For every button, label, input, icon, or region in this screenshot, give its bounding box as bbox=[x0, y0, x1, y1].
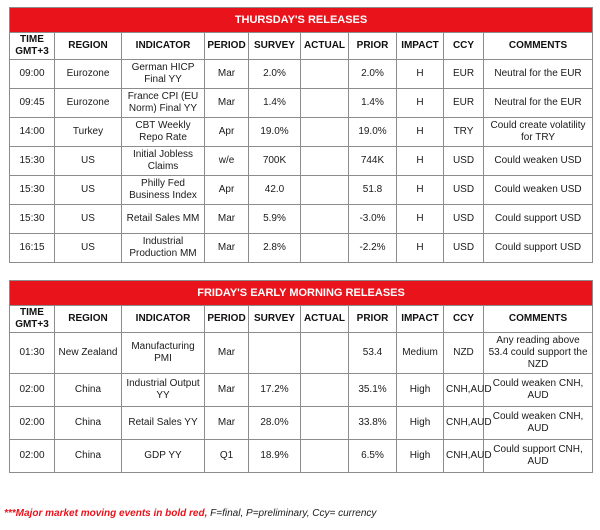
table-row bbox=[10, 333, 593, 374]
footnote-legend: F=final, P=preliminary, Ccy= currency bbox=[207, 508, 377, 519]
friday-releases-table bbox=[9, 280, 593, 473]
cell-indicator: Philly Fed Business Index bbox=[122, 176, 205, 205]
table-row bbox=[10, 60, 593, 89]
cell-comments: Any reading above 53.4 could support the NZD bbox=[484, 333, 593, 374]
cell-time: 02:00 bbox=[10, 407, 55, 440]
col-header-prior: PRIOR bbox=[349, 306, 397, 333]
cell-actual bbox=[301, 89, 349, 118]
cell-survey: 19.0% bbox=[249, 118, 301, 147]
cell-survey: 1.4% bbox=[249, 89, 301, 118]
cell-period: Q1 bbox=[205, 440, 249, 473]
cell-indicator: Industrial Production MM bbox=[122, 234, 205, 263]
col-header-indicator: INDICATOR bbox=[122, 33, 205, 60]
cell-region: US bbox=[55, 147, 122, 176]
cell-comments: Could weaken USD bbox=[484, 147, 593, 176]
col-header-actual: ACTUAL bbox=[301, 306, 349, 333]
cell-prior: 2.0% bbox=[349, 60, 397, 89]
table-row bbox=[10, 234, 593, 263]
cell-period: Mar bbox=[205, 89, 249, 118]
cell-region: Eurozone bbox=[55, 60, 122, 89]
cell-survey: 700K bbox=[249, 147, 301, 176]
col-header-prior: PRIOR bbox=[349, 33, 397, 60]
cell-time: 15:30 bbox=[10, 205, 55, 234]
col-header-region: REGION bbox=[55, 306, 122, 333]
cell-indicator: Retail Sales MM bbox=[122, 205, 205, 234]
cell-actual bbox=[301, 118, 349, 147]
cell-indicator: GDP YY bbox=[122, 440, 205, 473]
cell-actual bbox=[301, 205, 349, 234]
cell-period: Apr bbox=[205, 118, 249, 147]
cell-actual bbox=[301, 234, 349, 263]
cell-ccy: USD bbox=[444, 205, 484, 234]
cell-impact: Medium bbox=[397, 333, 444, 374]
col-header-indicator: INDICATOR bbox=[122, 306, 205, 333]
cell-survey: 42.0 bbox=[249, 176, 301, 205]
cell-comments: Could support USD bbox=[484, 234, 593, 263]
cell-impact: H bbox=[397, 89, 444, 118]
cell-actual bbox=[301, 60, 349, 89]
cell-region: Turkey bbox=[55, 118, 122, 147]
table-row bbox=[10, 147, 593, 176]
cell-ccy: USD bbox=[444, 234, 484, 263]
col-header-region: REGION bbox=[55, 33, 122, 60]
cell-ccy: CNH,AUD bbox=[444, 440, 484, 473]
cell-ccy: TRY bbox=[444, 118, 484, 147]
cell-indicator: Initial Jobless Claims bbox=[122, 147, 205, 176]
cell-period: Mar bbox=[205, 374, 249, 407]
cell-ccy: CNH,AUD bbox=[444, 407, 484, 440]
footnote-highlight: ***Major market moving events in bold red, bbox=[4, 508, 208, 519]
cell-prior: 33.8% bbox=[349, 407, 397, 440]
col-header-comments: COMMENTS bbox=[484, 306, 593, 333]
cell-ccy: CNH,AUD bbox=[444, 374, 484, 407]
cell-period: Mar bbox=[205, 234, 249, 263]
table-row bbox=[10, 205, 593, 234]
cell-period: Mar bbox=[205, 60, 249, 89]
cell-time: 09:00 bbox=[10, 60, 55, 89]
col-header-impact: IMPACT bbox=[397, 33, 444, 60]
cell-survey bbox=[249, 333, 301, 374]
cell-actual bbox=[301, 407, 349, 440]
table-row bbox=[10, 440, 593, 473]
cell-prior: 35.1% bbox=[349, 374, 397, 407]
col-header-survey: SURVEY bbox=[249, 33, 301, 60]
cell-indicator: German HICP Final YY bbox=[122, 60, 205, 89]
cell-ccy: USD bbox=[444, 147, 484, 176]
cell-prior: 19.0% bbox=[349, 118, 397, 147]
cell-actual bbox=[301, 176, 349, 205]
friday-header-row bbox=[10, 306, 593, 333]
col-header-survey: SURVEY bbox=[249, 306, 301, 333]
cell-comments: Could create volatility for TRY bbox=[484, 118, 593, 147]
cell-period: Mar bbox=[205, 333, 249, 374]
cell-time: 14:00 bbox=[10, 118, 55, 147]
cell-impact: H bbox=[397, 118, 444, 147]
cell-impact: H bbox=[397, 60, 444, 89]
thursday-title: THURSDAY'S RELEASES bbox=[10, 8, 593, 33]
cell-impact: High bbox=[397, 440, 444, 473]
cell-comments: Could support CNH, AUD bbox=[484, 440, 593, 473]
cell-time: 01:30 bbox=[10, 333, 55, 374]
footnote bbox=[4, 508, 376, 519]
cell-region: US bbox=[55, 176, 122, 205]
cell-impact: H bbox=[397, 147, 444, 176]
cell-prior: 1.4% bbox=[349, 89, 397, 118]
table-row bbox=[10, 176, 593, 205]
cell-region: US bbox=[55, 205, 122, 234]
col-header-comments: COMMENTS bbox=[484, 33, 593, 60]
table-row bbox=[10, 374, 593, 407]
col-header-period: PERIOD bbox=[205, 306, 249, 333]
cell-comments: Could weaken USD bbox=[484, 176, 593, 205]
cell-prior: 51.8 bbox=[349, 176, 397, 205]
table-row bbox=[10, 118, 593, 147]
col-header-time: TIME GMT+3 bbox=[10, 33, 55, 60]
cell-indicator: Industrial Output YY bbox=[122, 374, 205, 407]
col-header-time: TIME GMT+3 bbox=[10, 306, 55, 333]
cell-impact: H bbox=[397, 176, 444, 205]
cell-actual bbox=[301, 147, 349, 176]
cell-impact: High bbox=[397, 407, 444, 440]
cell-survey: 17.2% bbox=[249, 374, 301, 407]
cell-prior: -2.2% bbox=[349, 234, 397, 263]
cell-prior: 6.5% bbox=[349, 440, 397, 473]
cell-actual bbox=[301, 374, 349, 407]
cell-time: 09:45 bbox=[10, 89, 55, 118]
cell-period: w/e bbox=[205, 147, 249, 176]
cell-time: 15:30 bbox=[10, 176, 55, 205]
cell-region: China bbox=[55, 407, 122, 440]
table-row bbox=[10, 89, 593, 118]
cell-actual bbox=[301, 333, 349, 374]
cell-time: 16:15 bbox=[10, 234, 55, 263]
cell-indicator: CBT Weekly Repo Rate bbox=[122, 118, 205, 147]
friday-title: FRIDAY'S EARLY MORNING RELEASES bbox=[10, 281, 593, 306]
cell-comments: Could weaken CNH, AUD bbox=[484, 374, 593, 407]
cell-time: 02:00 bbox=[10, 440, 55, 473]
cell-period: Apr bbox=[205, 176, 249, 205]
cell-comments: Neutral for the EUR bbox=[484, 89, 593, 118]
cell-period: Mar bbox=[205, 205, 249, 234]
col-header-ccy: CCY bbox=[444, 306, 484, 333]
cell-region: US bbox=[55, 234, 122, 263]
cell-actual bbox=[301, 440, 349, 473]
cell-ccy: USD bbox=[444, 176, 484, 205]
cell-indicator: France CPI (EU Norm) Final YY bbox=[122, 89, 205, 118]
cell-time: 15:30 bbox=[10, 147, 55, 176]
cell-comments: Neutral for the EUR bbox=[484, 60, 593, 89]
cell-ccy: EUR bbox=[444, 60, 484, 89]
cell-region: China bbox=[55, 374, 122, 407]
cell-survey: 2.8% bbox=[249, 234, 301, 263]
cell-region: New Zealand bbox=[55, 333, 122, 374]
table-row bbox=[10, 407, 593, 440]
cell-region: China bbox=[55, 440, 122, 473]
cell-indicator: Retail Sales YY bbox=[122, 407, 205, 440]
col-header-period: PERIOD bbox=[205, 33, 249, 60]
cell-prior: 53.4 bbox=[349, 333, 397, 374]
col-header-ccy: CCY bbox=[444, 33, 484, 60]
cell-comments: Could support USD bbox=[484, 205, 593, 234]
col-header-actual: ACTUAL bbox=[301, 33, 349, 60]
cell-survey: 18.9% bbox=[249, 440, 301, 473]
cell-indicator: Manufacturing PMI bbox=[122, 333, 205, 374]
cell-survey: 5.9% bbox=[249, 205, 301, 234]
cell-comments: Could weaken CNH, AUD bbox=[484, 407, 593, 440]
cell-prior: -3.0% bbox=[349, 205, 397, 234]
cell-period: Mar bbox=[205, 407, 249, 440]
cell-impact: H bbox=[397, 205, 444, 234]
cell-impact: H bbox=[397, 234, 444, 263]
cell-ccy: NZD bbox=[444, 333, 484, 374]
cell-prior: 744K bbox=[349, 147, 397, 176]
thursday-header-row bbox=[10, 33, 593, 60]
cell-time: 02:00 bbox=[10, 374, 55, 407]
cell-ccy: EUR bbox=[444, 89, 484, 118]
cell-impact: High bbox=[397, 374, 444, 407]
col-header-impact: IMPACT bbox=[397, 306, 444, 333]
cell-survey: 2.0% bbox=[249, 60, 301, 89]
thursday-releases-table bbox=[9, 7, 593, 263]
cell-region: Eurozone bbox=[55, 89, 122, 118]
cell-survey: 28.0% bbox=[249, 407, 301, 440]
